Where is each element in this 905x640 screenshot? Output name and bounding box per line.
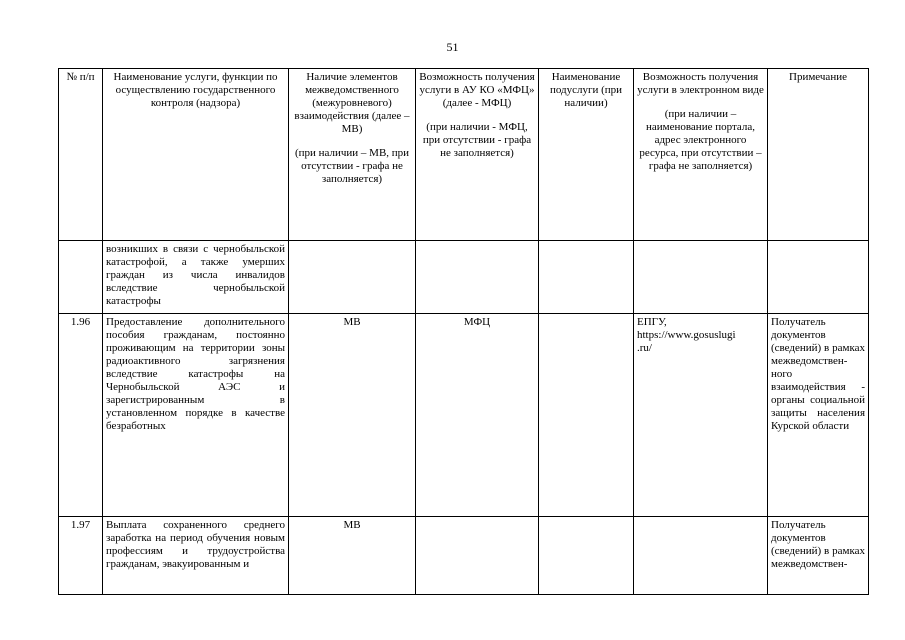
row-num: 1.97 [59, 517, 103, 595]
row-electronic [634, 517, 768, 595]
row-mfc [416, 241, 539, 314]
row-electronic [634, 241, 768, 314]
header-mfc [416, 69, 539, 241]
header-electronic-note: (при наличии – наименование портала, адрес электронного ресурса, при отсутствии – графа не заполняется) [639, 108, 762, 172]
table-row [59, 314, 869, 517]
row-num [59, 241, 103, 314]
row-num: 1.96 [59, 314, 103, 517]
row-service-name: возникших в связи с чернобыльской катастрофой, а также умерших граждан из числа инвалидов вследствие чернобыльской катастрофы [103, 241, 289, 314]
header-mv-note: (при наличии – МВ, при отсутствии - графа не заполняется) [294, 147, 410, 185]
table-row [59, 241, 869, 314]
row-note: Получатель документов (сведений) в рамках межведомствен-ного взаимодействия - органы социальной защиты населения Курской области [768, 314, 869, 517]
header-electronic [634, 69, 768, 241]
row-electronic: ЕПГУ, https://www.gosuslugi .ru/ [634, 314, 768, 517]
row-mv: МВ [289, 517, 416, 595]
header-mfc-note: (при наличии - МФЦ, при отсутствии - графа не заполняется) [422, 121, 532, 159]
header-row [59, 69, 869, 241]
header-mv [289, 69, 416, 241]
row-mfc [416, 517, 539, 595]
row-note: Получатель документов (сведений) в рамках межведомствен- [768, 517, 869, 595]
header-mfc-main: Возможность получения услуги в АУ КО «МФЦ» (далее - МФЦ) [419, 71, 535, 109]
services-table [58, 68, 869, 595]
row-service-name: Предоставление дополнительного пособия гражданам, постоянно проживающим на территории зоны радиоактивного загрязнения вследствие катастрофы на Чернобыльской АЭС и зарегистрированным в установленном порядке в качестве безработных [103, 314, 289, 517]
row-note [768, 241, 869, 314]
row-service-name: Выплата сохраненного среднего заработка на период обучения новым профессиям и трудоустройства гражданам, эвакуированным и [103, 517, 289, 595]
header-subservice: Наименование подуслуги (при наличии) [539, 69, 634, 241]
page-number: 51 [446, 40, 459, 54]
row-mfc: МФЦ [416, 314, 539, 517]
row-subservice [539, 314, 634, 517]
header-mv-main: Наличие элементов межведомственного (межуровневого) взаимодействия (далее – МВ) [294, 71, 410, 135]
row-mv [289, 241, 416, 314]
row-mv: МВ [289, 314, 416, 517]
header-electronic-main: Возможность получения услуги в электронном виде [637, 71, 764, 96]
header-note: Примечание [768, 69, 869, 241]
header-name: Наименование услуги, функции по осуществлению государственного контроля (надзора) [103, 69, 289, 241]
row-subservice [539, 241, 634, 314]
table-row [59, 517, 869, 595]
header-num: № п/п [59, 69, 103, 241]
row-subservice [539, 517, 634, 595]
